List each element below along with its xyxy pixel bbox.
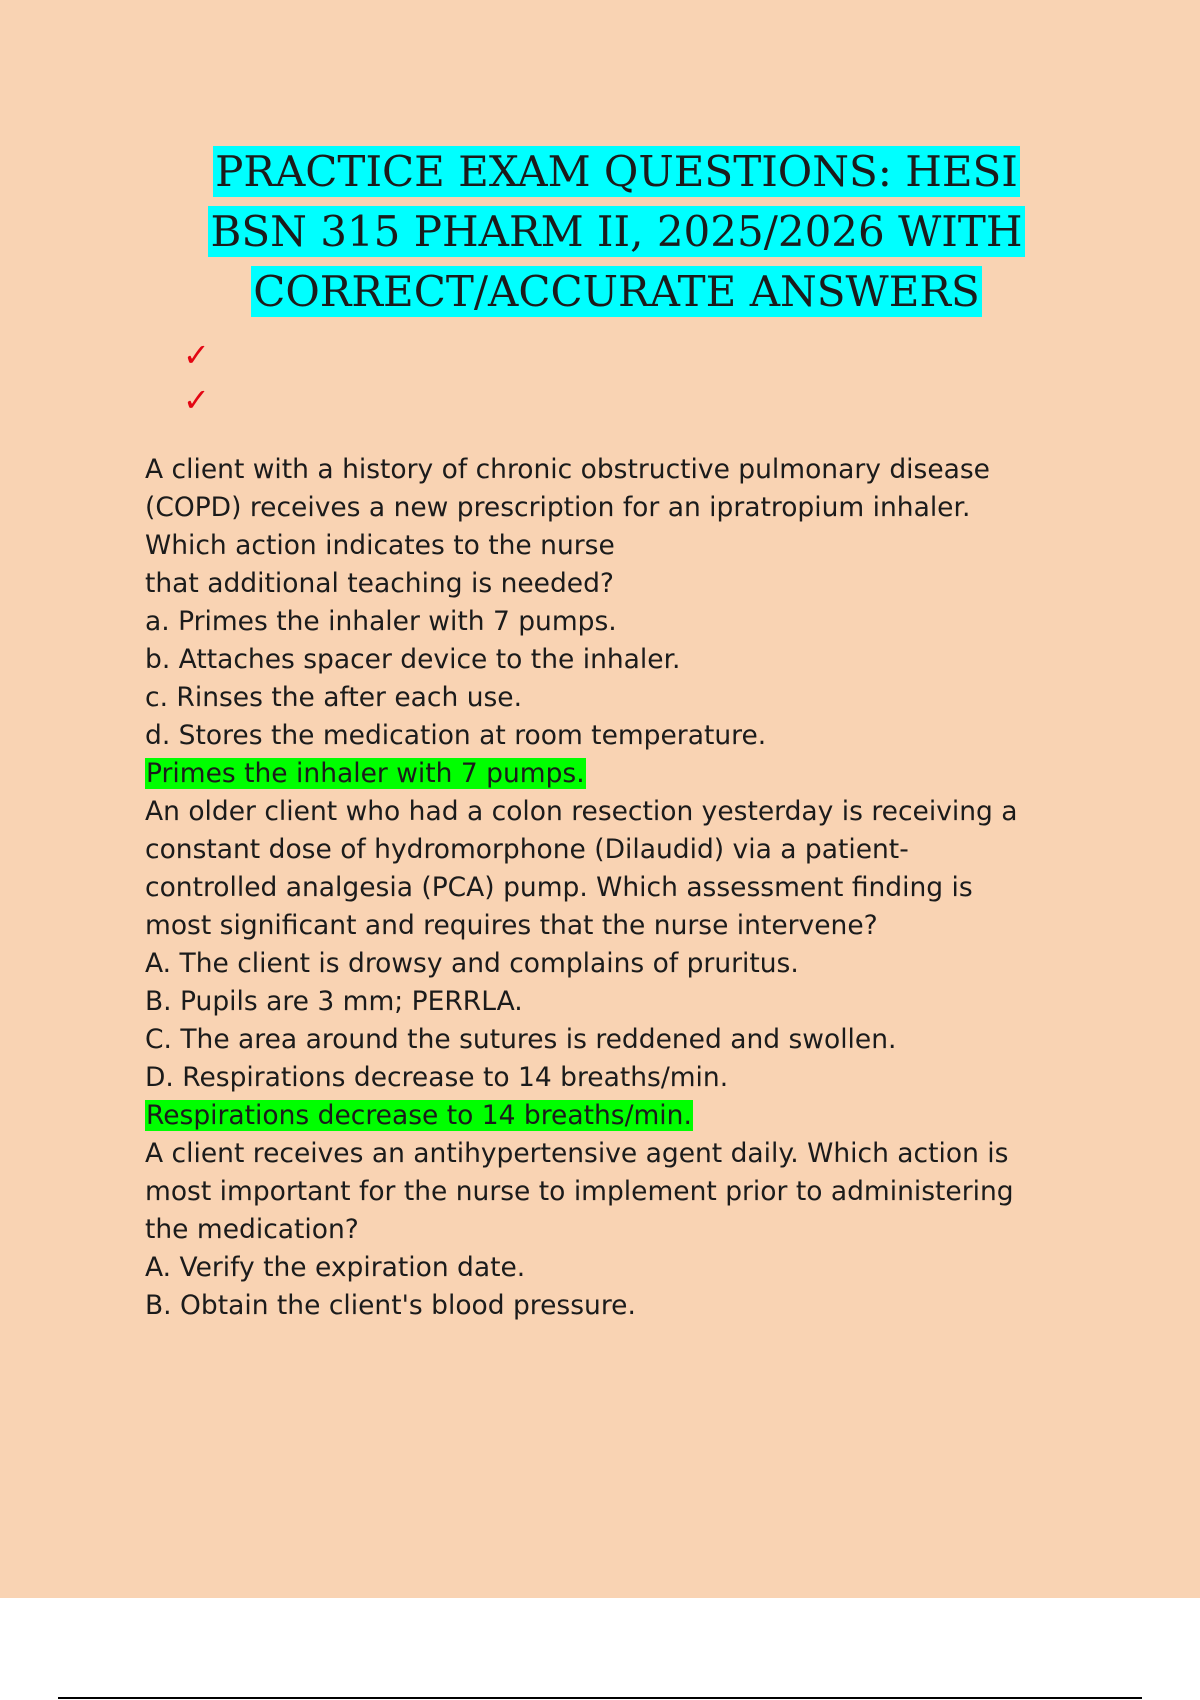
answer-option: C. The area around the sutures is reddened and swollen. xyxy=(145,1024,897,1055)
answer-option: A. The client is drowsy and complains of pruritus. xyxy=(145,948,799,979)
questions-content xyxy=(145,451,1095,1325)
question-stem-line: controlled analgesia (PCA) pump. Which assessment finding is xyxy=(145,872,973,903)
answer-option: c. Rinses the after each use. xyxy=(145,682,523,713)
answer-option: B. Pupils are 3 mm; PERRLA. xyxy=(145,986,523,1017)
question-stem-line: the medication? xyxy=(145,1214,359,1245)
checkmark-list xyxy=(183,333,210,423)
question-stem xyxy=(145,451,1095,603)
answer-option: b. Attaches spacer device to the inhaler. xyxy=(145,644,681,675)
answer-option: d. Stores the medication at room temperature. xyxy=(145,720,767,751)
title-line: PRACTICE EXAM QUESTIONS: HESI xyxy=(215,147,1018,196)
checkmark-icon: ✓ xyxy=(183,336,210,374)
question-stem-line: An older client who had a colon resection yesterday is receiving a xyxy=(145,796,1018,827)
question-stem-line: Which action indicates to the nurse xyxy=(145,530,615,561)
document-title xyxy=(145,142,1088,322)
question-options xyxy=(145,945,1095,1097)
title-line: CORRECT/ACCURATE ANSWERS xyxy=(253,267,980,316)
correct-answer-text: Primes the inhaler with 7 pumps. xyxy=(146,758,585,789)
question-stem-line: A client with a history of chronic obstructive pulmonary disease xyxy=(145,454,990,485)
footer-divider xyxy=(58,1697,1142,1699)
question-stem xyxy=(145,1135,1095,1249)
question-stem-line: that additional teaching is needed? xyxy=(145,568,614,599)
question-stem-line: most significant and requires that the nurse intervene? xyxy=(145,910,878,941)
question-stem-line: (COPD) receives a new prescription for an ipratropium inhaler. xyxy=(145,492,971,523)
question-stem-line: most important for the nurse to implement prior to administering xyxy=(145,1176,1014,1207)
title-line: BSN 315 PHARM II, 2025/2026 WITH xyxy=(210,207,1023,256)
correct-answer-text: Respirations decrease to 14 breaths/min. xyxy=(146,1100,692,1131)
correct-answer xyxy=(145,1097,1095,1135)
answer-option: D. Respirations decrease to 14 breaths/min. xyxy=(145,1062,729,1093)
question-stem xyxy=(145,793,1095,945)
correct-answer xyxy=(145,755,1095,793)
question-options xyxy=(145,603,1095,755)
question-block xyxy=(145,451,1095,793)
answer-option: a. Primes the inhaler with 7 pumps. xyxy=(145,606,617,637)
answer-option: A. Verify the expiration date. xyxy=(145,1252,526,1283)
question-stem-line: constant dose of hydromorphone (Dilaudid) via a patient- xyxy=(145,834,909,865)
question-block xyxy=(145,793,1095,1135)
question-block xyxy=(145,1135,1095,1325)
question-stem-line: A client receives an antihypertensive agent daily. Which action is xyxy=(145,1138,1009,1169)
question-options xyxy=(145,1249,1095,1325)
answer-option: B. Obtain the client's blood pressure. xyxy=(145,1290,636,1321)
checkmark-icon: ✓ xyxy=(183,381,210,419)
